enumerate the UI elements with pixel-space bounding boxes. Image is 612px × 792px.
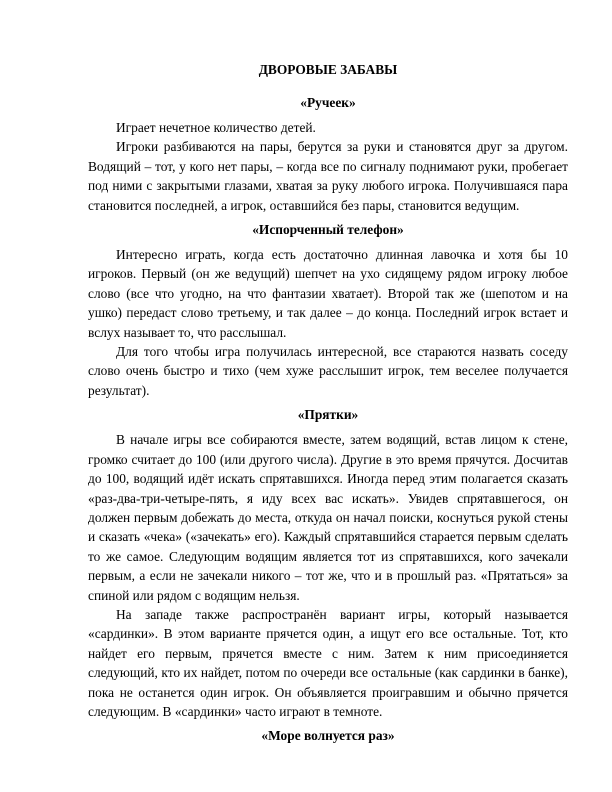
paragraph: Для того чтобы игра получилась интересной, все стараются назвать соседу слово очень быстро и тихо (чем хуже расслышит игрок, тем веселее получается результат). <box>88 344 568 398</box>
paragraph: В начале игры все собираются вместе, затем водящий, встав лицом к стене, громко считает до 100 (или другого числа). Другие в это время прячутся. Досчитав до 100, водящий идёт искать спрятавшихся. Иногда перед этим полагается сказать «раз-два-три-четыре-пять, я иду всех вас искать». Увидев спрятавшегося, он должен первым добежать до места, откуда он начал поиски, коснуться рукой стены и сказать «чека» («зачекать» его). Каждый спрятавшийся старается первым сделать то же самое. Следующим водящим является тот из спрятавшихся, кого зачекали первым, а если не зачекали никого – тот же, что и в прошлый раз. «Прятаться» за спиной или рядом с водящим нельзя. <box>88 432 568 603</box>
section-heading: «Испорченный телефон» <box>252 222 404 238</box>
section-heading: «Ручеек» <box>300 95 356 110</box>
document-title: ДВОРОВЫЕ ЗАБАВЫ <box>258 62 398 77</box>
paragraph: Интересно играть, когда есть достаточно длинная лавочка и хотя бы 10 игроков. Первый (он же ведущий) шепчет на ухо сидящему рядом игроку любое слово (все что угодно, на что фантазии хватает). Второй так же (шепотом и на ушко) передаст слово третьему, и так далее – до конца. Последний игрок встает и вслух называет то, что расслышал. <box>88 247 568 340</box>
paragraph: Игроки разбиваются на пары, берутся за руки и становятся друг за другом. Водящий – тот, у кого нет пары, – когда все по сигналу поднимают руки, пробегает под ними с закрытыми глазами, хватая за руку любого игрока. Получившаяся пара становится последней, а игрок, оставшийся без пары, становится ведущим. <box>88 139 568 213</box>
paragraph: Играет нечетное количество детей. <box>116 120 316 135</box>
paragraph: На западе также распространён вариант игры, который называется «сардинки». В этом варианте прячется один, а ищут его все остальные. Тот, кто найдет его первым, прячется вместе с ним. Затем к ним присоединяется следующий, кто их найдет, потом по очереди все остальные (как сардинки в банке), пока не останется один игрок. Он объявляется проигравшим и обычно прячется следующим. В «сардинки» часто играют в темноте. <box>88 606 568 719</box>
section-heading: «Море волнуется раз» <box>261 728 395 744</box>
document-body <box>88 88 568 751</box>
section-heading: «Прятки» <box>297 407 359 423</box>
